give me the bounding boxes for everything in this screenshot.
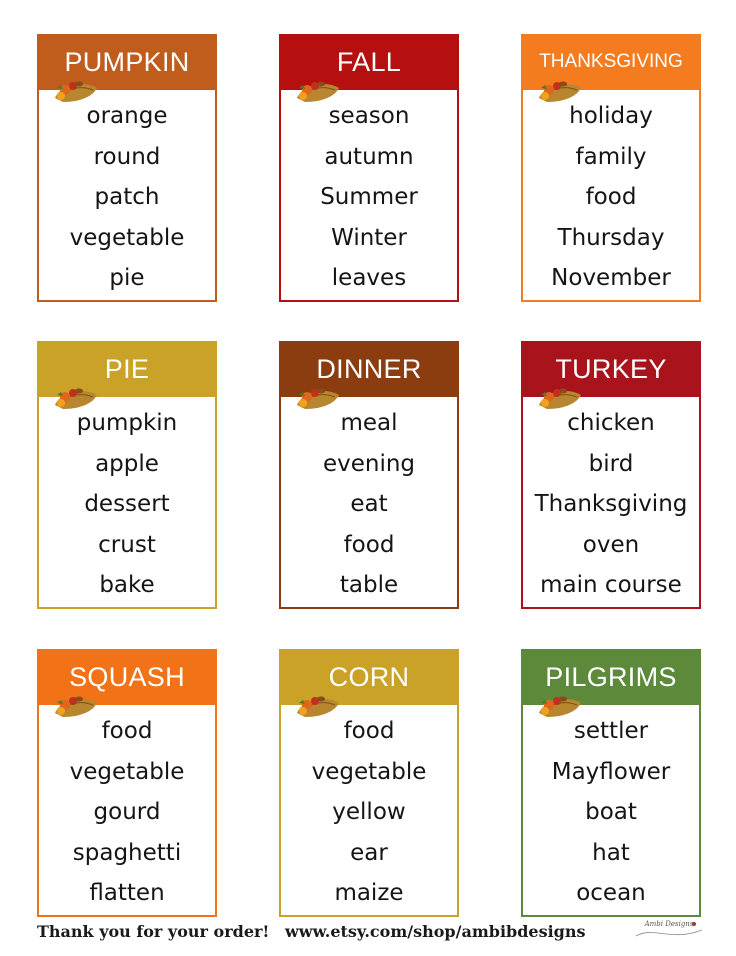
word-item: ocean xyxy=(576,880,646,906)
word-item: food xyxy=(101,718,153,744)
word-item: Mayflower xyxy=(551,758,671,785)
word-item: food xyxy=(585,184,637,210)
cornucopia-icon xyxy=(53,691,99,721)
card-title: CORN xyxy=(279,649,459,705)
cornucopia-icon xyxy=(537,76,583,106)
word-item: bird xyxy=(588,450,634,477)
word-item: maize xyxy=(334,880,404,906)
word-item: Thursday xyxy=(557,224,665,251)
word-item: leaves xyxy=(331,265,407,291)
word-item: eat xyxy=(350,491,388,517)
word-item: November xyxy=(551,265,671,291)
word-list xyxy=(281,705,457,914)
word-item: crust xyxy=(98,531,156,558)
card-title: DINNER xyxy=(279,341,459,397)
vocab-card-fall xyxy=(279,34,459,302)
vocab-card-pumpkin xyxy=(37,34,217,302)
cornucopia-icon xyxy=(295,383,341,413)
word-item: gourd xyxy=(93,799,161,825)
cornucopia-icon xyxy=(537,691,583,721)
vocab-card-dinner xyxy=(279,341,459,609)
card-title: PILGRIMS xyxy=(521,649,701,705)
word-list xyxy=(39,705,215,914)
vocab-card-pilgrims xyxy=(521,649,701,917)
word-item: table xyxy=(339,572,399,598)
card-title: THANKSGIVING xyxy=(521,34,701,90)
word-item: spaghetti xyxy=(72,839,182,866)
footer-url: www.etsy.com/shop/ambibdesigns xyxy=(285,922,586,941)
word-item: main course xyxy=(540,572,682,598)
footer xyxy=(37,922,585,941)
card-title: PIE xyxy=(37,341,217,397)
vocab-card-squash xyxy=(37,649,217,917)
word-item: bake xyxy=(99,572,155,598)
vocab-card-corn xyxy=(279,649,459,917)
word-list xyxy=(523,705,699,914)
word-item: dessert xyxy=(84,491,170,517)
word-item: vegetable xyxy=(69,224,185,251)
word-item: Thanksgiving xyxy=(534,491,688,517)
word-item: yellow xyxy=(332,799,406,825)
word-item: pumpkin xyxy=(76,410,178,436)
card-title: TURKEY xyxy=(521,341,701,397)
cornucopia-icon xyxy=(295,691,341,721)
designer-logo xyxy=(632,916,706,944)
card-title: FALL xyxy=(279,34,459,90)
cornucopia-icon xyxy=(295,76,341,106)
cornucopia-icon xyxy=(53,383,99,413)
word-list xyxy=(39,397,215,606)
word-item: Winter xyxy=(331,224,407,251)
vocab-card-pie xyxy=(37,341,217,609)
word-list xyxy=(281,90,457,299)
word-item: Summer xyxy=(320,184,418,210)
word-item: vegetable xyxy=(69,758,185,785)
word-item: food xyxy=(343,531,395,558)
word-item: boat xyxy=(585,799,637,825)
logo-text: Ambi Designs xyxy=(644,920,694,928)
cornucopia-icon xyxy=(537,383,583,413)
word-item: chicken xyxy=(567,410,655,436)
cornucopia-icon xyxy=(53,76,99,106)
word-list xyxy=(523,397,699,606)
word-list xyxy=(281,397,457,606)
word-item: season xyxy=(328,103,410,129)
word-item: flatten xyxy=(89,880,165,906)
word-item: apple xyxy=(95,450,159,477)
vocab-card-turkey xyxy=(521,341,701,609)
word-item: round xyxy=(93,143,161,170)
word-item: hat xyxy=(592,839,630,866)
word-item: ear xyxy=(350,839,388,866)
card-title: PUMPKIN xyxy=(37,34,217,90)
word-item: holiday xyxy=(569,103,653,129)
word-item: food xyxy=(343,718,395,744)
word-item: family xyxy=(575,143,647,170)
footer-thanks: Thank you for your order! xyxy=(37,922,270,941)
word-item: vegetable xyxy=(311,758,427,785)
word-item: evening xyxy=(322,450,416,477)
card-title: SQUASH xyxy=(37,649,217,705)
word-item: autumn xyxy=(324,143,414,170)
word-list xyxy=(523,90,699,299)
word-item: oven xyxy=(582,531,640,558)
word-item: meal xyxy=(340,410,398,436)
word-item: pie xyxy=(109,265,145,291)
word-item: patch xyxy=(94,184,160,210)
vocab-card-thanksgiving xyxy=(521,34,701,302)
word-item: orange xyxy=(86,103,168,129)
word-list xyxy=(39,90,215,299)
word-item: settler xyxy=(573,718,649,744)
